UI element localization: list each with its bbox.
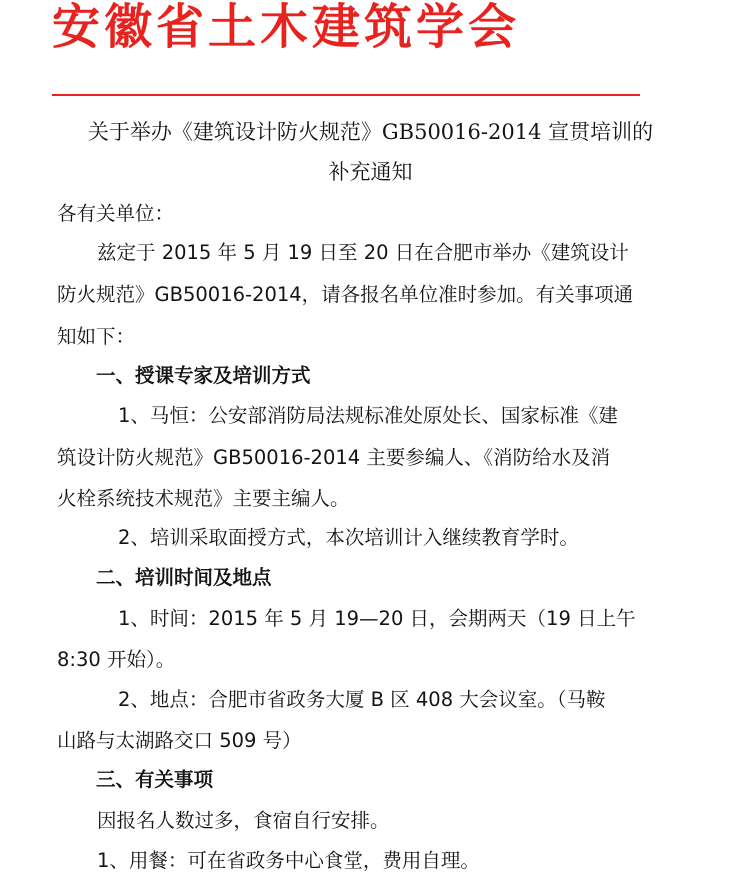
- section-2-item-1-line-2: 8:30 开始）。: [57, 648, 176, 671]
- section-1-item-2: 2、培训采取面授方式，本次培训计入继续教育学时。: [118, 526, 579, 549]
- section-2-item-2-line-1: 2、地点：合肥市省政务大厦 B 区 408 大会议室。（马鞍: [118, 688, 606, 711]
- intro-line-2: 防火规范》GB50016-2014，请各报名单位准时参加。有关事项通: [57, 283, 634, 306]
- letterhead-divider: [52, 94, 640, 96]
- section-2-item-1-line-1: 1、时间：2015 年 5 月 19—20 日，会期两天（19 日上午: [118, 607, 636, 630]
- section-3-text: 因报名人数过多，食宿自行安排。: [97, 809, 390, 832]
- section-1-item-1-line-3: 火栓系统技术规范》主要主编人。: [57, 487, 350, 510]
- section-2-item-2-line-2: 山路与太湖路交口 509 号）: [57, 729, 302, 752]
- notice-title-line-2: 补充通知: [328, 160, 413, 184]
- section-1-heading: 一、授课专家及培训方式: [96, 364, 311, 387]
- section-1-item-1-line-2: 筑设计防火规范》GB50016-2014 主要参编人、《消防给水及消: [57, 446, 611, 469]
- salutation: 各有关单位：: [57, 202, 175, 225]
- intro-line-1: 兹定于 2015 年 5 月 19 日至 20 日在合肥市举办《建筑设计: [97, 241, 629, 264]
- section-2-heading: 二、培训时间及地点: [96, 566, 272, 589]
- notice-title-line-1: 关于举办《建筑设计防火规范》GB50016-2014 宣贯培训的: [87, 120, 654, 144]
- intro-line-3: 知如下：: [57, 325, 136, 348]
- section-3-item-1: 1、用餐：可在省政务中心食堂，费用自理。: [97, 849, 480, 872]
- section-1-item-1-line-1: 1、马恒：公安部消防局法规标准处原处长、国家标准《建: [118, 404, 618, 427]
- org-letterhead: 安徽省土木建筑学会: [52, 0, 521, 55]
- section-3-heading: 三、有关事项: [96, 768, 214, 791]
